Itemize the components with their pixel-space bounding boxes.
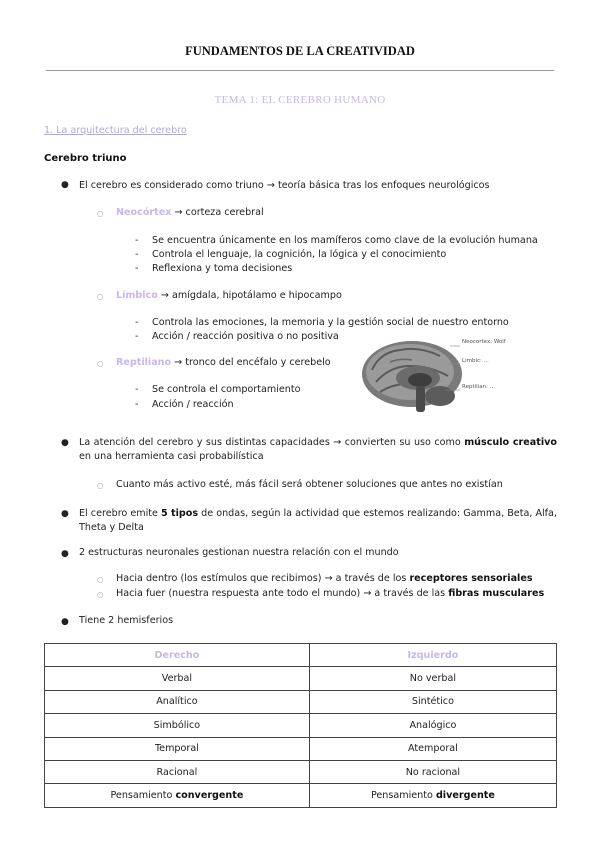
bullet-text-hemisferios: Tiene 2 hemisferios bbox=[79, 615, 174, 626]
topic-heading: TEMA 1: EL CEREBRO HUMANO bbox=[214, 94, 386, 106]
table-row bbox=[45, 760, 557, 783]
table-cell: Analógico bbox=[309, 714, 556, 737]
neocortex-desc: → corteza cerebral bbox=[171, 207, 264, 218]
table-cell: Atemporal bbox=[309, 737, 556, 760]
circle-bullet-icon: ○ bbox=[97, 292, 104, 301]
brain-icon bbox=[360, 332, 560, 420]
table-cell: Sintético bbox=[309, 690, 556, 713]
brain-illustration bbox=[360, 332, 560, 420]
brain-label-limbic: Limbic: ... bbox=[462, 358, 489, 364]
neocortex-item bbox=[116, 207, 264, 218]
table-row bbox=[45, 737, 557, 760]
neocortex-label: Neocórtex bbox=[116, 207, 172, 218]
dash-icon: - bbox=[135, 331, 139, 342]
reptiliano-point: Se controla el comportamiento bbox=[152, 384, 301, 395]
bullet-icon: ● bbox=[61, 438, 69, 448]
dash-icon: - bbox=[135, 263, 139, 274]
circle-bullet-icon: ○ bbox=[97, 481, 104, 490]
bullet-text-estructuras: 2 estructuras neuronales gestionan nuestra relación con el mundo bbox=[79, 547, 399, 558]
estructuras-subpoint-fuera: Hacia fuer (nuestra respuesta ante todo el mundo) → a través de las fibras musculares bbox=[116, 588, 545, 599]
dash-icon: - bbox=[135, 249, 139, 260]
dash-icon: - bbox=[135, 235, 139, 246]
reptiliano-desc: → tronco del encéfalo y cerebelo bbox=[171, 357, 331, 368]
dash-icon: - bbox=[135, 399, 139, 410]
table-cell: No racional bbox=[309, 760, 556, 783]
brain-label-neocortex: Neocortex: Wolf bbox=[462, 339, 506, 345]
bullet-icon: ● bbox=[61, 617, 69, 627]
table-cell: Pensamiento divergente bbox=[309, 784, 556, 807]
limbico-label: Límbico bbox=[116, 290, 158, 301]
table-cell: Analítico bbox=[45, 690, 310, 713]
dash-icon: - bbox=[135, 384, 139, 395]
table-row bbox=[45, 784, 557, 807]
circle-bullet-icon: ○ bbox=[97, 209, 104, 218]
neocortex-point: Controla el lenguaje, la cognición, la lógica y el conocimiento bbox=[152, 249, 447, 260]
section-link[interactable]: 1. La arquitectura del cerebro bbox=[44, 125, 187, 136]
header-izquierdo: Izquierdo bbox=[309, 644, 556, 667]
limbico-point: Acción / reacción positiva o no positiva bbox=[152, 331, 339, 342]
table-cell: Temporal bbox=[45, 737, 310, 760]
circle-bullet-icon: ○ bbox=[97, 590, 104, 599]
limbico-desc: → amígdala, hipotálamo e hipocampo bbox=[157, 290, 342, 301]
table-cell: Verbal bbox=[45, 667, 310, 690]
document-title: FUNDAMENTOS DE LA CREATIVIDAD bbox=[185, 44, 415, 58]
circle-bullet-icon: ○ bbox=[97, 575, 104, 584]
bullet-icon: ● bbox=[61, 180, 69, 190]
neocortex-point: Reflexiona y toma decisiones bbox=[152, 263, 293, 274]
reptiliano-point: Acción / reacción bbox=[152, 399, 234, 410]
subheading: Cerebro triuno bbox=[44, 153, 127, 164]
title-divider bbox=[46, 70, 554, 71]
reptiliano-label: Reptiliano bbox=[116, 357, 172, 368]
header-derecho: Derecho bbox=[45, 644, 310, 667]
table-header-row bbox=[45, 644, 557, 667]
atencion-subpoint: Cuanto más activo esté, más fácil será obtener soluciones que antes no existían bbox=[116, 479, 503, 490]
table-row bbox=[45, 714, 557, 737]
estructuras-subpoint-dentro: Hacia dentro (los estímulos que recibimos) → a través de los receptores sensoriales bbox=[116, 573, 533, 584]
circle-bullet-icon: ○ bbox=[97, 359, 104, 368]
limbico-point: Controla las emociones, la memoria y la gestión social de nuestro entorno bbox=[152, 317, 509, 328]
table-row bbox=[45, 690, 557, 713]
table-cell: Simbólico bbox=[45, 714, 310, 737]
brain-label-reptilian: Reptilian: ... bbox=[462, 384, 495, 390]
bullet-icon: ● bbox=[61, 509, 69, 519]
bullet-icon: ● bbox=[61, 549, 69, 559]
neocortex-point: Se encuentra únicamente en los mamíferos como clave de la evolución humana bbox=[152, 235, 538, 246]
table-row bbox=[45, 667, 557, 690]
table-cell: No verbal bbox=[309, 667, 556, 690]
bullet-text-triuno: El cerebro es considerado como triuno → teoría básica tras los enfoques neurológicos bbox=[79, 180, 490, 191]
dash-icon: - bbox=[135, 317, 139, 328]
bullet-text-ondas: El cerebro emite 5 tipos de ondas, según la actividad que estemos realizando: Gamma, Beta, Alfa, Theta y Delta bbox=[79, 508, 557, 534]
reptiliano-item bbox=[116, 357, 331, 368]
table-cell: Pensamiento convergente bbox=[45, 784, 310, 807]
hemispheres-table bbox=[44, 643, 557, 808]
limbico-item bbox=[116, 290, 342, 301]
bullet-text-atencion: La atención del cerebro y sus distintas capacidades → convierten su uso como músculo creativo en una herramienta casi probabilística bbox=[79, 437, 557, 463]
table-cell: Racional bbox=[45, 760, 310, 783]
